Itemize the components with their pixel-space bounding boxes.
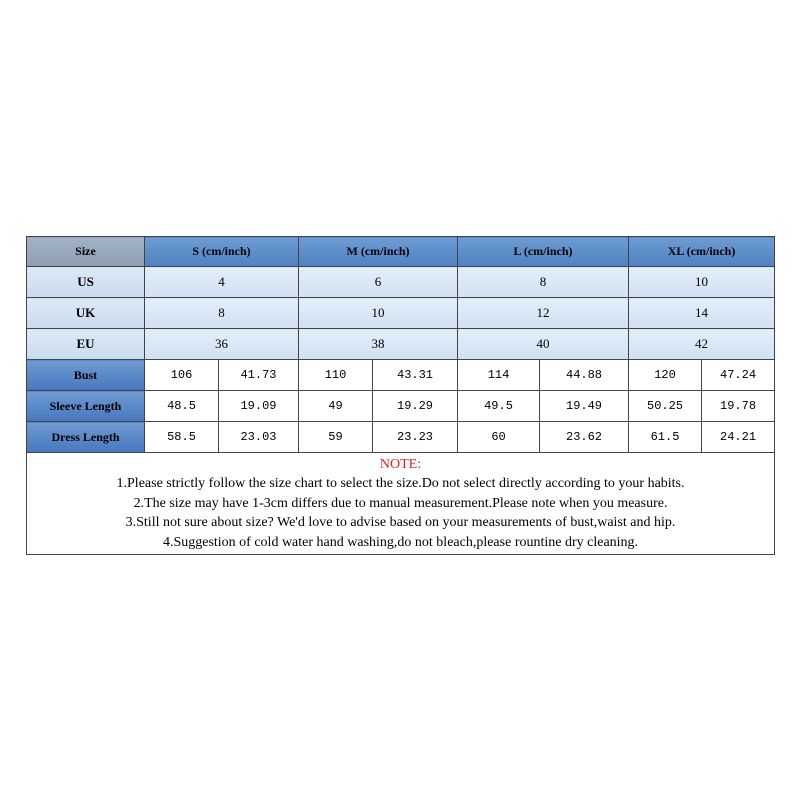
size-header-xl: XL (cm/inch) bbox=[629, 237, 775, 267]
region-value: 42 bbox=[629, 329, 775, 360]
measure-label: Sleeve Length bbox=[27, 391, 145, 422]
measure-cm-value: 58.5 bbox=[145, 422, 219, 453]
region-label: UK bbox=[27, 298, 145, 329]
measure-inch-value: 23.62 bbox=[540, 422, 629, 453]
measure-inch-value: 23.23 bbox=[373, 422, 458, 453]
measure-inch-value: 47.24 bbox=[702, 360, 775, 391]
measure-inch-value: 23.03 bbox=[219, 422, 299, 453]
region-value: 6 bbox=[299, 267, 458, 298]
notes-panel bbox=[27, 453, 775, 555]
measure-inch-value: 24.21 bbox=[702, 422, 775, 453]
note-line: 3.Still not sure about size? We'd love to advise based on your measurements of bust,waist and hip. bbox=[125, 515, 676, 531]
measure-inch-value: 19.78 bbox=[702, 391, 775, 422]
notes-title: NOTE: bbox=[379, 456, 422, 472]
measure-cm-value: 60 bbox=[458, 422, 540, 453]
measure-cm-value: 49.5 bbox=[458, 391, 540, 422]
measure-label: Dress Length bbox=[27, 422, 145, 453]
measure-inch-value: 44.88 bbox=[540, 360, 629, 391]
measure-inch-value: 19.29 bbox=[373, 391, 458, 422]
measure-cm-value: 49 bbox=[299, 391, 373, 422]
measure-cm-value: 114 bbox=[458, 360, 540, 391]
measure-inch-value: 41.73 bbox=[219, 360, 299, 391]
note-line: 2.The size may have 1-3cm differs due to manual measurement.Please note when you measure. bbox=[133, 495, 668, 511]
region-value: 36 bbox=[145, 329, 299, 360]
region-label: EU bbox=[27, 329, 145, 360]
measure-cm-value: 50.25 bbox=[629, 391, 702, 422]
measure-cm-value: 120 bbox=[629, 360, 702, 391]
region-row-eu bbox=[27, 329, 775, 360]
region-value: 14 bbox=[629, 298, 775, 329]
measure-row-bust bbox=[27, 360, 775, 391]
size-corner-cell: Size bbox=[27, 237, 145, 267]
region-value: 10 bbox=[629, 267, 775, 298]
measure-row-sleeve-length bbox=[27, 391, 775, 422]
size-header-l: L (cm/inch) bbox=[458, 237, 629, 267]
note-line: 1.Please strictly follow the size chart to select the size.Do not select directly according to your habits. bbox=[116, 476, 685, 492]
region-label: US bbox=[27, 267, 145, 298]
measure-inch-value: 19.09 bbox=[219, 391, 299, 422]
size-header-m: M (cm/inch) bbox=[299, 237, 458, 267]
measure-cm-value: 48.5 bbox=[145, 391, 219, 422]
measure-label: Bust bbox=[27, 360, 145, 391]
measure-cm-value: 59 bbox=[299, 422, 373, 453]
note-line: 4.Suggestion of cold water hand washing,do not bleach,please rountine dry cleaning. bbox=[162, 534, 639, 550]
measure-row-dress-length bbox=[27, 422, 775, 453]
measure-cm-value: 110 bbox=[299, 360, 373, 391]
region-value: 4 bbox=[145, 267, 299, 298]
measure-cm-value: 61.5 bbox=[629, 422, 702, 453]
header-row bbox=[27, 237, 775, 267]
measure-cm-value: 106 bbox=[145, 360, 219, 391]
region-value: 40 bbox=[458, 329, 629, 360]
region-row-uk bbox=[27, 298, 775, 329]
region-value: 38 bbox=[299, 329, 458, 360]
region-value: 8 bbox=[145, 298, 299, 329]
measure-inch-value: 43.31 bbox=[373, 360, 458, 391]
measure-inch-value: 19.49 bbox=[540, 391, 629, 422]
size-chart-table bbox=[26, 236, 775, 555]
region-value: 12 bbox=[458, 298, 629, 329]
region-value: 10 bbox=[299, 298, 458, 329]
notes-row bbox=[27, 453, 775, 555]
region-row-us bbox=[27, 267, 775, 298]
size-header-s: S (cm/inch) bbox=[145, 237, 299, 267]
region-value: 8 bbox=[458, 267, 629, 298]
